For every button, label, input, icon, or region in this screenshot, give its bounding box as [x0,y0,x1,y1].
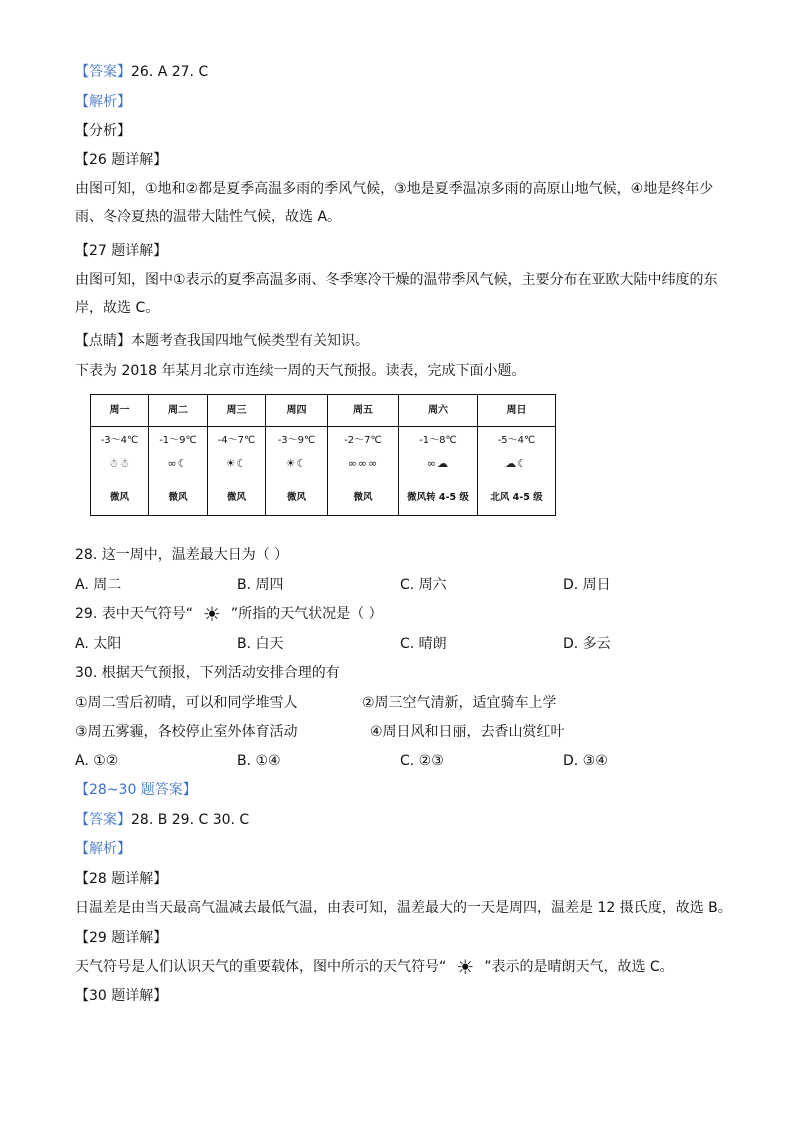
weather-forecast-table [90,394,556,516]
day-header: 周二 [149,395,207,427]
q28-heading: 【28 题详解】 [75,871,168,887]
answer-line-28-30 [75,810,249,830]
day-column [399,395,478,515]
q28-stem: 28. 这一周中，温差最大日为（ ） [75,547,289,563]
q29-option-a[interactable]: A. 太阳 [75,636,122,652]
q26-heading: 【26 题详解】 [75,152,168,168]
sun-moon-icon: ☀☾ [225,457,248,470]
day-column [149,395,208,515]
q27-heading: 【27 题详解】 [75,243,168,259]
snow-icon: ☃☃ [108,457,131,470]
day-column [328,395,399,515]
q30-item-3: ③周五雾霾，各校停止室外体育活动 [75,724,298,740]
temp-range: -2～7℃ [344,435,382,446]
day-header: 周三 [208,395,265,427]
temp-range: -4～7℃ [217,435,256,446]
q28-option-d[interactable]: D. 周日 [563,577,611,593]
wind-text: 微风 [353,492,373,503]
answer-text: 28. B 29. C 30. C [131,812,250,828]
q30-option-c[interactable]: C. ②③ [400,753,444,769]
q26-explanation: 由图可知，①地和②都是夏季高温多雨的季风气候，③地是夏季温凉多雨的高原山地气候，④地是终年少雨、冬冷夏热的温带大陆性气候，故选 A。 [75,181,714,225]
q30-item-1: ①周二雪后初晴，可以和同学堆雪人 [75,695,298,711]
wind-text: 微风 [226,492,246,503]
q30-item-4: ④周日风和日丽，去香山赏红叶 [370,724,565,740]
answer-label: 【答案】 [75,64,131,80]
day-column [91,395,149,515]
q28-option-b[interactable]: B. 周四 [237,577,284,593]
q29-option-d[interactable]: D. 多云 [563,636,611,652]
q28-option-a[interactable]: A. 周二 [75,577,122,593]
day-column [266,395,328,515]
q30-heading: 【30 题详解】 [75,988,168,1004]
wind-text: 微风 [286,492,306,503]
fog-icon: ∞∞∞ [347,457,379,470]
fog-cloud-icon: ∞☁ [426,457,450,470]
temp-range: -1～8℃ [419,435,457,446]
wind-text: 微风 [109,492,129,503]
q28-explanation: 日温差是由当天最高气温减去最低气温，由表可知，温差最大的一天是周四，温差是 12 摄氏度，故选 B。 [75,900,732,916]
day-header: 周一 [91,395,148,427]
q30-option-b[interactable]: B. ①④ [237,753,281,769]
q29-explanation-post: ”表示的是晴朗天气，故选 C。 [484,959,674,975]
answers-28-30-heading: 【28~30 题答案】 [75,782,197,798]
wind-text: 北风 4-5 级 [490,492,543,503]
table-intro: 下表为 2018 年某月北京市连续一周的天气预报。读表，完成下面小题。 [75,363,526,379]
q30-stem: 30. 根据天气预报，下列活动安排合理的有 [75,665,340,681]
day-header: 周六 [399,395,477,427]
sun-icon: ☀ [202,602,221,626]
cloud-moon-icon: ☁☾ [505,457,528,470]
day-column [208,395,266,515]
day-header: 周四 [266,395,327,427]
answer-label: 【答案】 [75,812,131,828]
q29-stem-post: ”所指的天气状况是（ ） [230,606,383,622]
q29-stem [75,604,383,624]
dianjing-note: 【点睛】本题考查我国四地气候类型有关知识。 [75,333,369,349]
temp-range: -1～9℃ [159,435,197,446]
q28-option-c[interactable]: C. 周六 [400,577,447,593]
q29-option-b[interactable]: B. 白天 [237,636,284,652]
answer-line-26-27 [75,62,208,82]
wind-text: 微风转 4-5 级 [407,492,469,503]
day-header: 周日 [478,395,555,427]
q29-heading: 【29 题详解】 [75,930,168,946]
fenxi-label: 【分析】 [75,123,131,139]
q29-option-c[interactable]: C. 晴朗 [400,636,447,652]
day-column [478,395,555,515]
sun-moon-icon: ☀☾ [285,457,308,470]
q29-explanation [75,957,674,977]
jiexi-label: 【解析】 [75,841,131,857]
q30-item-2: ②周三空气清新，适宜骑车上学 [362,695,557,711]
q27-explanation: 由图可知，图中①表示的夏季高温多雨、冬季寒冷干燥的温带季风气候，主要分布在亚欧大陆中纬度的东岸，故选 C。 [75,272,718,316]
temp-range: -3～9℃ [277,435,316,446]
temp-range: -5～4℃ [497,435,536,446]
q30-option-d[interactable]: D. ③④ [563,753,608,769]
jiexi-label: 【解析】 [75,94,131,110]
temp-range: -3～4℃ [100,435,139,446]
sun-icon: ☀ [456,955,475,979]
day-header: 周五 [328,395,398,427]
fog-moon-icon: ∞☾ [167,457,189,470]
wind-text: 微风 [168,492,188,503]
q29-stem-pre: 29. 表中天气符号“ [75,606,193,622]
q29-explanation-pre: 天气符号是人们认识天气的重要载体，图中所示的天气符号“ [75,959,447,975]
answer-text: 26. A 27. C [131,64,209,80]
q30-option-a[interactable]: A. ①② [75,753,119,769]
